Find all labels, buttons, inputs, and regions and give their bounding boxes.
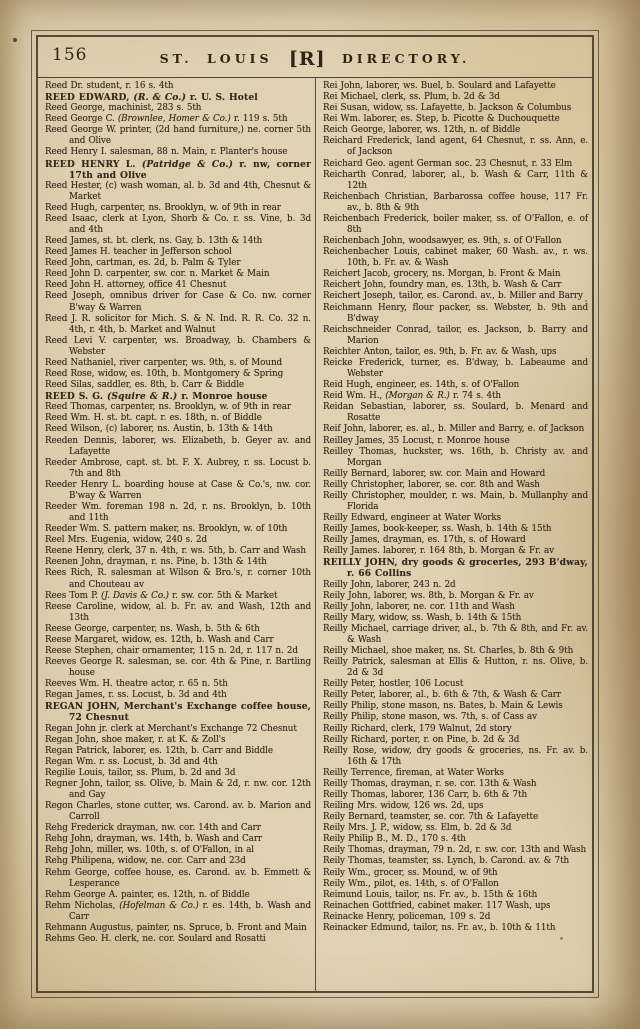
directory-entry: Reilly Peter, hostler, 106 Locust bbox=[323, 679, 464, 690]
directory-entry: Reeves Wm. H. theatre actor, r. 65 n. 5th bbox=[45, 679, 228, 690]
directory-entry: Regan John jr. clerk at Merchant's Exchange 72 Chesnut bbox=[45, 723, 297, 734]
directory-entry: Reenen John, drayman, r. ns. Pine, b. 13th & 14th bbox=[45, 557, 267, 568]
directory-entry: Rehmann Augustus, painter, ns. Spruce, b. Front and Main bbox=[45, 922, 307, 933]
page-number: 156 bbox=[52, 45, 88, 65]
directory-entry: Reich George, laborer, ws. 12th, n. of Biddle bbox=[323, 125, 521, 136]
directory-entry: Reinacke Henry, policeman, 109 s. 2d bbox=[323, 911, 491, 922]
directory-entry: Reeder Wm. S. pattern maker, ns. Brooklyn, w. of 10th bbox=[45, 524, 288, 535]
directory-entry: Rehg John, miller, ws. 10th, s. of O'Fallon, in al bbox=[45, 845, 254, 856]
directory-entry: Reichmann Henry, flour packer, ss. Webster, b. 9th and B'dway bbox=[323, 302, 588, 324]
directory-entry: Reed J. R. solicitor for Mich. S. & N. Ind. R. R. Co. 32 n. 4th, r. 4th, b. Market and Walnut bbox=[45, 313, 311, 335]
directory-entry: Reinacker Edmund, tailor, ns. Fr. av., b. 10th & 11th bbox=[323, 922, 556, 933]
directory-entry: Reily John, laborer, ws. 8th, b. Morgan & Fr. av bbox=[323, 590, 534, 601]
paper-speck bbox=[13, 38, 17, 42]
directory-entry: Reily Wm., grocer, ss. Mound, w. of 9th bbox=[323, 867, 498, 878]
title-section-letter: [R] bbox=[288, 48, 326, 70]
directory-entry: Rehg Frederick drayman, nw. cor. 14th and Carr bbox=[45, 823, 261, 834]
page-header bbox=[38, 37, 592, 78]
directory-entry: Reilly James, book-keeper, ss. Wash, b. 14th & 15th bbox=[323, 524, 552, 535]
directory-entry: Reed Wilson, (c) laborer, ns. Austin, b. 13th & 14th bbox=[45, 424, 273, 435]
directory-entry: Reinachen Gottfried, cabinet maker. 117 Wash, ups bbox=[323, 900, 551, 911]
directory-entry: Rehm Nicholas, (Hofelman & Co.) r. es. 14th, b. Wash and Carr bbox=[45, 900, 311, 922]
directory-entry: Rehm George A. painter, es. 12th, n. of Biddle bbox=[45, 889, 250, 900]
directory-entry: Rees Tom P. (J. Davis & Co.) r. sw. cor. 5th & Market bbox=[45, 590, 278, 601]
directory-entry: Reilly Richard, porter, r. on Pine, b. 2d & 3d bbox=[323, 734, 520, 745]
directory-entry: REED EDWARD, (R. & Co.) r. U. S. Hotel bbox=[45, 92, 258, 104]
directory-entry: Reed George W. printer, (2d hand furniture,) ne. corner 5th and Olive bbox=[45, 125, 311, 147]
directory-entry: Reed Rose, widow, es. 10th, b. Montgomery & Spring bbox=[45, 369, 284, 380]
directory-entry: Reilly Terrence, fireman, at Water Works bbox=[323, 767, 504, 778]
left-column bbox=[38, 78, 315, 991]
directory-entry: Reichert Joseph, tailor, es. Carond. av., b. Miller and Barry bbox=[323, 291, 583, 302]
directory-entry: Reilly Michael, shoe maker, ns. St. Charles, b. 8th & 9th bbox=[323, 645, 574, 656]
directory-entry: Reed John, cartman, es. 2d, b. Palm & Tyler bbox=[45, 258, 241, 269]
directory-entry: Rei Michael, clerk, ss. Plum, b. 2d & 3d bbox=[323, 92, 500, 103]
directory-entry: Reed Joseph, omnibus driver for Case & Co. nw. corner B'way & Warren bbox=[45, 291, 311, 313]
directory-entry: Reilly Christopher, laborer, se. cor. 8th and Wash bbox=[323, 479, 540, 490]
title-word-directory: DIRECTORY. bbox=[341, 51, 471, 66]
directory-entry: Reilly Peter, laborer, al., b. 6th & 7th, & Wash & Carr bbox=[323, 690, 561, 701]
directory-entry: Reicke Frederick, turner, es. B'dway, b. Labeaume and Webster bbox=[323, 357, 588, 380]
directory-entry: REED S. G. (Squire & R.) r. Monroe house bbox=[45, 391, 268, 403]
directory-entry: Reed Silas, saddler, es. 8th, b. Carr & Biddle bbox=[45, 380, 245, 391]
directory-entry: Reid Hugh, engineer, es. 14th, s. of O'Fallon bbox=[323, 380, 520, 391]
directory-entry: Regner John, tailor, ss. Olive, b. Main & 2d, r. nw. cor. 12th and Gay bbox=[45, 778, 311, 800]
directory-entry: Reichert John, foundry man, es. 13th, b. Wash & Carr bbox=[323, 280, 562, 291]
directory-entry: Reilly Rose, widow, dry goods & groceries, ns. Fr. av. b. 16th & 17th bbox=[323, 745, 588, 767]
directory-entry: Reidan Sebastian, laborer, ss. Soulard, b. Menard and Rosatte bbox=[323, 402, 588, 424]
directory-entry: Regan Wm. r. ss. Locust, b. 3d and 4th bbox=[45, 756, 218, 767]
directory-entry: Reed Henry I. salesman, 88 n. Main, r. Planter's house bbox=[45, 147, 288, 158]
directory-entry: Reichschneider Conrad, tailor, es. Jackson, b. Barry and Marion bbox=[323, 324, 588, 346]
directory-entry: Reichenbach Frederick, boiler maker, ss. of O'Fallon, e. of 8th bbox=[323, 213, 588, 236]
directory-entry: Reed George C. (Brownlee, Homer & Co.) r. 119 s. 5th bbox=[45, 114, 288, 125]
directory-entry: Reese Stephen, chair ornamenter, 115 n. 2d, r. 117 n. 2d bbox=[45, 645, 298, 656]
directory-entry: Reilly Bernard, laborer, sw. cor. Main and Howard bbox=[323, 468, 546, 479]
directory-entry: Reed Hester, (c) wash woman, al. b. 3d and 4th, Chesnut & Market bbox=[45, 180, 311, 202]
directory-entry: Reed Hugh, carpenter, ns. Brooklyn, w. of 9th in rear bbox=[45, 202, 281, 213]
directory-entry: Rehm George, coffee house, es. Carond. av. b. Emmett & Lesperance bbox=[45, 867, 311, 889]
directory-entry: Reilly John, laborer, 243 n. 2d bbox=[323, 579, 456, 590]
directory-entry: Reeves George R. salesman, se. cor. 4th & Pine, r. Bartling house bbox=[45, 657, 311, 679]
directory-entry: Reed John H. attorney, office 41 Chesnut bbox=[45, 280, 227, 291]
directory-entry: Reichenbacher Louis, cabinet maker, 60 Wash. av., r. ws. 10th, b. Fr. av. & Wash bbox=[323, 247, 588, 269]
directory-entry: Reese Caroline, widow, al. b. Fr. av. and Wash, 12th and 13th bbox=[45, 601, 311, 623]
directory-entry: Reichard Frederick, land agent, 64 Chesnut, r. ss. Ann, e. of Jackson bbox=[323, 136, 588, 158]
directory-entry: Reily Thomas, drayman, 79 n. 2d, r. sw. cor. 13th and Wash bbox=[323, 845, 587, 856]
directory-entry: Reily Bernard, teamster, se. cor. 7th & Lafayette bbox=[323, 812, 539, 823]
directory-columns bbox=[38, 78, 592, 991]
directory-entry: Regon Charles, stone cutter, ws. Carond. av. b. Marion and Carroll bbox=[45, 801, 311, 823]
directory-entry: Reily Wm., pilot, es. 14th, s. of O'Fallon bbox=[323, 878, 499, 889]
directory-entry: Regan John, shoe maker, r. at K. & Zoll's bbox=[45, 734, 226, 745]
paper-speck bbox=[585, 300, 587, 302]
directory-entry: Reilly Thomas, drayman, r. se. cor. 13th & Wash bbox=[323, 778, 537, 789]
directory-entry: Reed James H. teacher in Jefferson school bbox=[45, 247, 232, 258]
directory-entry: Reeden Dennis, laborer, ws. Elizabeth, b. Geyer av. and Lafayette bbox=[45, 435, 311, 457]
directory-entry: Regan Patrick, laborer, es. 12th, b. Carr and Biddle bbox=[45, 745, 273, 756]
directory-entry: Reed John D. carpenter, sw. cor. n. Market & Main bbox=[45, 269, 270, 280]
directory-entry: Reed Nathaniel, river carpenter, ws. 9th, s. of Mound bbox=[45, 357, 283, 368]
directory-entry: Reichert Jacob, grocery, ns. Morgan, b. Front & Main bbox=[323, 269, 561, 280]
directory-entry: Reicharth Conrad, laborer, al., b. Wash & Carr, 11th & 12th bbox=[323, 169, 588, 191]
directory-entry: Reiling Mrs. widow, 126 ws. 2d, ups bbox=[323, 801, 484, 812]
directory-entry: Reeder Henry L. boarding house at Case & Co.'s, nw. cor. B'way & Warren bbox=[45, 479, 311, 501]
directory-entry: Reilly James, drayman, es. 17th, s. of Howard bbox=[323, 535, 526, 546]
directory-entry: Reed Isaac, clerk at Lyon, Shorb & Co. r. ss. Vine, b. 3d and 4th bbox=[45, 213, 311, 236]
directory-entry: Rei Wm. laborer, es. Step, b. Picotte & Duchouquette bbox=[323, 114, 560, 125]
directory-entry: Reilly James. laborer, r. 164 8th, b. Morgan & Fr. av bbox=[323, 546, 555, 557]
directory-entry: Reichenbach Christian, Barbarossa coffee house, 117 Fr. av., b. 8th & 9th bbox=[323, 191, 588, 213]
directory-entry: Reed Dr. student, r. 16 s. 4th bbox=[45, 81, 174, 91]
directory-entry: Rehms Geo. H. clerk, ne. cor. Soulard and Rosatti bbox=[45, 934, 266, 945]
right-column bbox=[315, 78, 592, 991]
page-border-inner bbox=[36, 35, 594, 993]
page-border-outer bbox=[31, 30, 599, 998]
directory-entry: Reese Margaret, widow, es. 12th, b. Wash and Carr bbox=[45, 634, 274, 645]
directory-entry: Reif John, laborer, es. al., b. Miller and Barry, e. of Jackson bbox=[323, 424, 585, 435]
directory-entry: REED HENRY L. (Patridge & Co.) r. nw, corner 17th and Olive bbox=[45, 158, 311, 181]
directory-entry: Rei John, laborer, ws. Buel, b. Soulard and Lafayette bbox=[323, 81, 556, 91]
directory-entry: Reel Mrs. Eugenia, widow, 240 s. 2d bbox=[45, 535, 207, 546]
title-city: ST. LOUIS bbox=[159, 51, 273, 66]
directory-entry: Reilly Philip, stone mason, ws. 7th, s. of Cass av bbox=[323, 712, 537, 723]
directory-entry: Reilley James, 35 Locust, r. Monroe house bbox=[323, 435, 510, 446]
directory-entry: Reichard Geo. agent German soc. 23 Chesnut, r. 33 Elm bbox=[323, 158, 573, 169]
directory-entry: Rei Susan, widow, ss. Lafayette, b. Jackson & Columbus bbox=[323, 103, 572, 114]
directory-entry: Reed Wm. H. st. bt. capt. r. es. 18th, n. of Biddle bbox=[45, 413, 262, 424]
directory-entry: Reilly Philip, stone mason, ns. Bates, b. Main & Lewis bbox=[323, 701, 563, 712]
directory-entry: Reilly Edward, engineer at Water Works bbox=[323, 513, 502, 524]
directory-entry: Reily Philip B., M. D., 170 s. 4th bbox=[323, 834, 466, 845]
directory-entry: Reilly Thomas, laborer, 136 Carr, b. 6th & 7th bbox=[323, 790, 528, 800]
directory-entry: Reichter Anton, tailor, es. 9th, b. Fr. av. & Wash, ups bbox=[323, 346, 557, 357]
directory-entry: Reilly Michael, carriage driver, al., b. 7th & 8th, and Fr. av. & Wash bbox=[323, 623, 588, 645]
directory-entry: Reilly Richard, clerk, 179 Walnut, 2d story bbox=[323, 723, 512, 734]
directory-entry: Reichenbach John, woodsawyer, es. 9th, s. of O'Fallon bbox=[323, 236, 562, 247]
directory-entry: Rehg Philipena, widow, ne. cor. Carr and 23d bbox=[45, 856, 246, 867]
directory-entry: Reeder Ambrose, capt. st. bt. F. X. Aubrey, r. ss. Locust b. 7th and 8th bbox=[45, 457, 311, 479]
page-title bbox=[38, 48, 592, 70]
directory-entry: Regan James, r. ss. Locust, b. 3d and 4th bbox=[45, 690, 227, 701]
directory-entry: Reilly John, laborer, ne. cor. 11th and Wash bbox=[323, 601, 515, 612]
directory-entry: Reilley Thomas, huckster, ws. 16th, b. Christy av. and Morgan bbox=[323, 446, 588, 468]
directory-entry: REILLY JOHN, dry goods & groceries, 293 B'dway, r. 66 Collins bbox=[323, 557, 588, 580]
directory-entry: Reily Mrs. J. P., widow, ss. Elm, b. 2d & 3d bbox=[323, 823, 512, 834]
directory-entry: Reilly Patrick, salesman at Ellis & Hutton, r. ns. Olive, b. 2d & 3d bbox=[323, 657, 588, 679]
directory-entry: Regilie Louis, tailor, ss. Plum, b. 2d and 3d bbox=[45, 767, 236, 778]
paper-speck bbox=[560, 937, 563, 940]
directory-entry: Reilly Christopher, moulder, r. ws. Main, b. Mullanphy and Florida bbox=[323, 490, 588, 512]
directory-entry: Reese George, carpenter, ns. Wash, b. 5th & 6th bbox=[45, 623, 260, 634]
directory-entry: Reimund Louis, tailor, ns. Fr. av., b. 15th & 16th bbox=[323, 889, 538, 900]
directory-entry: Reed Levi V. carpenter, ws. Broadway, b. Chambers & Webster bbox=[45, 335, 311, 357]
directory-entry: Reed Thomas, carpenter, ns. Brooklyn, w. of 9th in rear bbox=[45, 402, 291, 413]
directory-entry: Reily Thomas, teamster, ss. Lynch, b. Carond. av. & 7th bbox=[323, 856, 570, 867]
directory-entry: Rees Rich, R. salesman at Wilson & Bro.'s, r. corner 10th and Chouteau av bbox=[45, 568, 311, 590]
directory-entry: Reeder Wm. foreman 198 n. 2d, r. ns. Brooklyn, b. 10th and 11th bbox=[45, 501, 311, 524]
directory-entry: Reene Henry, clerk, 37 n. 4th, r. ws. 5th, b. Carr and Wash bbox=[45, 546, 306, 557]
directory-entry: Reed James, st. bt. clerk, ns. Gay, b. 13th & 14th bbox=[45, 236, 263, 247]
directory-entry: REGAN JOHN, Merchant's Exchange coffee house, 72 Chesnut bbox=[45, 701, 311, 724]
directory-entry: Reid Wm. H., (Morgan & R.) r. 74 s. 4th bbox=[323, 391, 502, 402]
directory-entry: Reed George, machinist, 283 s. 5th bbox=[45, 103, 202, 114]
directory-entry: Rehg John, drayman, ws. 14th, b. Wash and Carr bbox=[45, 834, 263, 845]
directory-entry: Reilly Mary, widow, ss. Wash, b. 14th & 15th bbox=[323, 612, 522, 623]
